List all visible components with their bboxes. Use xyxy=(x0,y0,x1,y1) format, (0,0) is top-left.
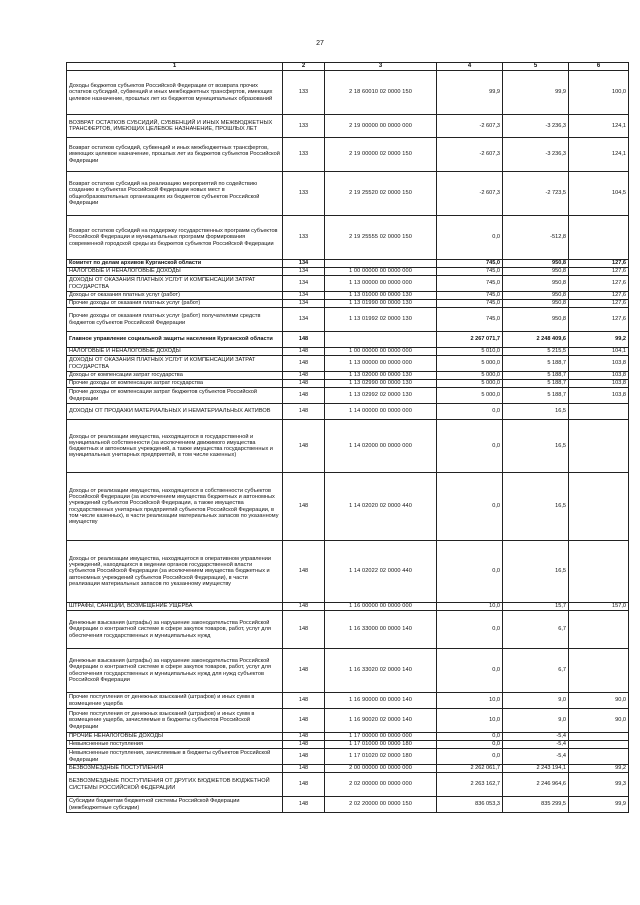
row-percent-cell: 100,0 xyxy=(569,71,629,115)
row-plan-cell: -2 607,3 xyxy=(437,172,503,216)
row-percent-cell xyxy=(569,649,629,693)
row-kbk-cell: 1 16 00000 00 0000 000 xyxy=(325,603,437,611)
table-row xyxy=(67,332,629,348)
row-actual-cell: 950,8 xyxy=(503,300,569,308)
row-plan-cell: 745,0 xyxy=(437,276,503,292)
row-kbk-cell: 1 17 01000 00 0000 180 xyxy=(325,741,437,749)
table-row xyxy=(67,797,629,813)
row-actual-cell: 5 188,7 xyxy=(503,372,569,380)
row-code-cell: 148 xyxy=(283,773,325,797)
row-plan-cell: 0,0 xyxy=(437,420,503,473)
row-percent-cell: 157,0 xyxy=(569,603,629,611)
row-kbk-cell: 1 13 02990 00 0000 130 xyxy=(325,380,437,388)
row-actual-cell: 5 215,5 xyxy=(503,348,569,356)
row-percent-cell: 104,1 xyxy=(569,348,629,356)
row-plan-cell: 0,0 xyxy=(437,733,503,741)
row-name-cell: Невыясненные поступления xyxy=(67,741,283,749)
row-code-cell: 148 xyxy=(283,741,325,749)
row-percent-cell xyxy=(569,611,629,649)
row-name-cell: Прочие доходы от оказания платных услуг (работ) получателями средств бюджетов субъектов Российской Федерации xyxy=(67,308,283,332)
row-kbk-cell xyxy=(325,332,437,348)
header-col-1: 1 xyxy=(67,63,283,71)
row-code-cell: 148 xyxy=(283,332,325,348)
row-actual-cell: 16,5 xyxy=(503,541,569,603)
row-percent-cell: 127,6 xyxy=(569,276,629,292)
table-row xyxy=(67,611,629,649)
row-name-cell: Прочие доходы от компенсации затрат государства xyxy=(67,380,283,388)
row-kbk-cell: 2 02 00000 00 0000 000 xyxy=(325,773,437,797)
row-code-cell: 148 xyxy=(283,749,325,765)
row-percent-cell: 124,1 xyxy=(569,138,629,172)
page-number: 27 xyxy=(316,40,324,47)
row-actual-cell: 6,7 xyxy=(503,611,569,649)
table-row xyxy=(67,300,629,308)
header-col-2: 2 xyxy=(283,63,325,71)
row-percent-cell: 124,1 xyxy=(569,115,629,138)
table-row xyxy=(67,268,629,276)
row-kbk-cell: 2 19 00000 02 0000 150 xyxy=(325,138,437,172)
row-name-cell: Возврат остатков субсидий, субвенций и иных межбюджетных трансфертов, имеющих целевое назначение, прошлых лет из бюджетов субъектов Российской Федерации xyxy=(67,138,283,172)
table-row xyxy=(67,733,629,741)
row-plan-cell: 0,0 xyxy=(437,749,503,765)
table-row xyxy=(67,388,629,404)
row-code-cell: 148 xyxy=(283,388,325,404)
row-plan-cell: 5 000,0 xyxy=(437,372,503,380)
row-plan-cell: 5 010,0 xyxy=(437,348,503,356)
row-plan-cell: 745,0 xyxy=(437,260,503,268)
row-kbk-cell: 1 14 02022 02 0000 440 xyxy=(325,541,437,603)
row-name-cell: Доходы от реализации имущества, находящегося в государственной и муниципальной собственности (за исключением движимого имущества бюджетных и автономных учреждений, а также имущества государственных и муниципальных унитарных предприятий, в том числе казенных) xyxy=(67,420,283,473)
row-code-cell: 148 xyxy=(283,709,325,733)
row-kbk-cell: 1 13 01990 00 0000 130 xyxy=(325,300,437,308)
row-kbk-cell: 1 13 00000 00 0000 000 xyxy=(325,356,437,372)
row-code-cell: 133 xyxy=(283,138,325,172)
row-percent-cell: 90,0 xyxy=(569,709,629,733)
row-code-cell: 133 xyxy=(283,115,325,138)
row-percent-cell: 127,6 xyxy=(569,292,629,300)
table-row xyxy=(67,348,629,356)
row-kbk-cell: 2 19 25520 02 0000 150 xyxy=(325,172,437,216)
table-row xyxy=(67,372,629,380)
row-code-cell: 148 xyxy=(283,356,325,372)
row-actual-cell: 16,5 xyxy=(503,404,569,420)
row-actual-cell: 5 188,7 xyxy=(503,388,569,404)
row-name-cell: ШТРАФЫ, САНКЦИИ, ВОЗМЕЩЕНИЕ УЩЕРБА xyxy=(67,603,283,611)
table-row xyxy=(67,172,629,216)
row-actual-cell: 16,5 xyxy=(503,420,569,473)
row-kbk-cell: 2 19 25555 02 0000 150 xyxy=(325,216,437,260)
row-actual-cell: 9,0 xyxy=(503,709,569,733)
row-code-cell: 148 xyxy=(283,733,325,741)
table-row xyxy=(67,603,629,611)
row-code-cell: 148 xyxy=(283,693,325,709)
row-percent-cell: 103,8 xyxy=(569,372,629,380)
row-code-cell: 134 xyxy=(283,276,325,292)
row-percent-cell: 99,3 xyxy=(569,773,629,797)
row-actual-cell: -512,8 xyxy=(503,216,569,260)
row-percent-cell: 127,6 xyxy=(569,268,629,276)
table-row xyxy=(67,420,629,473)
header-row xyxy=(67,63,629,71)
row-code-cell: 148 xyxy=(283,611,325,649)
table-row xyxy=(67,749,629,765)
row-actual-cell: -3 236,3 xyxy=(503,138,569,172)
row-name-cell: Денежные взыскания (штрафы) за нарушение законодательства Российской Федерации о контрактной системе в сфере закупок товаров, работ, услуг для обеспечения государственных и муниципальных нужд для нужд субъектов Российской Федерации xyxy=(67,649,283,693)
table-row xyxy=(67,260,629,268)
row-percent-cell: 104,5 xyxy=(569,172,629,216)
table-row xyxy=(67,138,629,172)
row-plan-cell: 2 262 061,7 xyxy=(437,765,503,773)
row-code-cell: 148 xyxy=(283,404,325,420)
row-name-cell: Денежные взыскания (штрафы) за нарушение законодательства Российской Федерации о контрактной системе в сфере закупок товаров, работ, услуг для обеспечения государственных и муниципальных нужд xyxy=(67,611,283,649)
header-col-5: 5 xyxy=(503,63,569,71)
row-actual-cell: 950,8 xyxy=(503,292,569,300)
row-actual-cell: -2 723,5 xyxy=(503,172,569,216)
table-row xyxy=(67,380,629,388)
table-row xyxy=(67,308,629,332)
row-plan-cell: 99,9 xyxy=(437,71,503,115)
table-row xyxy=(67,115,629,138)
row-kbk-cell: 1 16 90020 02 0000 140 xyxy=(325,709,437,733)
row-percent-cell xyxy=(569,404,629,420)
row-code-cell: 148 xyxy=(283,420,325,473)
row-name-cell: Прочие поступления от денежных взысканий (штрафов) и иных сумм в возмещение ущерба, зачисляемые в бюджеты субъектов Российской Федерации xyxy=(67,709,283,733)
row-plan-cell: 0,0 xyxy=(437,216,503,260)
row-plan-cell: 0,0 xyxy=(437,649,503,693)
row-kbk-cell: 1 00 00000 00 0000 000 xyxy=(325,348,437,356)
row-plan-cell: 0,0 xyxy=(437,473,503,541)
row-name-cell: Главное управление социальной защиты населения Курганской области xyxy=(67,332,283,348)
row-percent-cell: 99,2 xyxy=(569,332,629,348)
row-code-cell: 148 xyxy=(283,541,325,603)
row-kbk-cell: 1 17 01020 02 0000 180 xyxy=(325,749,437,765)
table-row xyxy=(67,292,629,300)
row-actual-cell: 2 243 194,1 xyxy=(503,765,569,773)
row-plan-cell: 745,0 xyxy=(437,300,503,308)
row-kbk-cell: 1 14 00000 00 0000 000 xyxy=(325,404,437,420)
row-code-cell: 134 xyxy=(283,268,325,276)
row-name-cell: Доходы от компенсации затрат государства xyxy=(67,372,283,380)
table-row xyxy=(67,709,629,733)
row-name-cell: ВОЗВРАТ ОСТАТКОВ СУБСИДИЙ, СУБВЕНЦИЙ И ИНЫХ МЕЖБЮДЖЕТНЫХ ТРАНСФЕРТОВ, ИМЕЮЩИХ ЦЕЛЕВОЕ НАЗНАЧЕНИЕ, ПРОШЛЫХ ЛЕТ xyxy=(67,115,283,138)
row-percent-cell: 103,8 xyxy=(569,356,629,372)
row-percent-cell: 99,9 xyxy=(569,797,629,813)
row-plan-cell: 5 000,0 xyxy=(437,380,503,388)
row-code-cell: 148 xyxy=(283,649,325,693)
row-name-cell: Прочие поступления от денежных взысканий (штрафов) и иных сумм в возмещение ущерба xyxy=(67,693,283,709)
row-name-cell: Невыясненные поступления, зачисляемые в бюджеты субъектов Российской Федерации xyxy=(67,749,283,765)
row-plan-cell: 0,0 xyxy=(437,611,503,649)
row-name-cell: Комитет по делам архивов Курганской области xyxy=(67,260,283,268)
row-kbk-cell: 1 16 33000 00 0000 140 xyxy=(325,611,437,649)
row-name-cell: Прочие доходы от компенсации затрат бюджетов субъектов Российской Федерации xyxy=(67,388,283,404)
row-code-cell: 133 xyxy=(283,71,325,115)
row-kbk-cell: 1 14 02000 00 0000 000 xyxy=(325,420,437,473)
row-plan-cell: 745,0 xyxy=(437,292,503,300)
row-code-cell: 148 xyxy=(283,765,325,773)
row-code-cell: 133 xyxy=(283,216,325,260)
row-kbk-cell: 1 16 90000 00 0000 140 xyxy=(325,693,437,709)
row-actual-cell: 950,8 xyxy=(503,308,569,332)
table-row xyxy=(67,773,629,797)
row-plan-cell: 0,0 xyxy=(437,541,503,603)
row-code-cell: 148 xyxy=(283,372,325,380)
row-kbk-cell: 1 13 00000 00 0000 000 xyxy=(325,276,437,292)
row-actual-cell: 950,8 xyxy=(503,260,569,268)
row-percent-cell: 103,8 xyxy=(569,380,629,388)
row-kbk-cell: 1 16 33020 02 0000 140 xyxy=(325,649,437,693)
table-row xyxy=(67,473,629,541)
row-plan-cell: 2 263 162,7 xyxy=(437,773,503,797)
row-percent-cell: 127,6 xyxy=(569,308,629,332)
row-code-cell: 148 xyxy=(283,380,325,388)
row-name-cell: Возврат остатков субсидий на реализацию мероприятий по содействию созданию в субъектах Российской Федерации новых мест в общеобразовательных организациях из бюджетов субъектов Российской Федерации xyxy=(67,172,283,216)
row-kbk-cell: 2 18 60010 02 0000 150 xyxy=(325,71,437,115)
row-percent-cell: 127,6 xyxy=(569,260,629,268)
row-actual-cell: 5 188,7 xyxy=(503,380,569,388)
row-name-cell: ДОХОДЫ ОТ ПРОДАЖИ МАТЕРИАЛЬНЫХ И НЕМАТЕРИАЛЬНЫХ АКТИВОВ xyxy=(67,404,283,420)
row-kbk-cell: 1 14 02020 02 0000 440 xyxy=(325,473,437,541)
row-plan-cell: -2 607,3 xyxy=(437,138,503,172)
row-plan-cell: 10,0 xyxy=(437,693,503,709)
table-row xyxy=(67,356,629,372)
row-plan-cell: 5 000,0 xyxy=(437,356,503,372)
row-actual-cell: -5,4 xyxy=(503,733,569,741)
row-kbk-cell: 1 13 02000 00 0000 130 xyxy=(325,372,437,380)
table-row xyxy=(67,649,629,693)
row-name-cell: Субсидии бюджетам бюджетной системы Российской Федерации (межбюджетные субсидии) xyxy=(67,797,283,813)
row-kbk-cell: 1 00 00000 00 0000 000 xyxy=(325,268,437,276)
row-name-cell: НАЛОГОВЫЕ И НЕНАЛОГОВЫЕ ДОХОДЫ xyxy=(67,268,283,276)
row-code-cell: 148 xyxy=(283,473,325,541)
row-percent-cell xyxy=(569,749,629,765)
table-row xyxy=(67,541,629,603)
header-col-4: 4 xyxy=(437,63,503,71)
row-percent-cell xyxy=(569,741,629,749)
row-actual-cell: -5,4 xyxy=(503,749,569,765)
table-row xyxy=(67,216,629,260)
row-code-cell: 134 xyxy=(283,292,325,300)
row-actual-cell: -5,4 xyxy=(503,741,569,749)
row-plan-cell: -2 607,3 xyxy=(437,115,503,138)
row-actual-cell: 2 248 409,6 xyxy=(503,332,569,348)
row-actual-cell: 5 188,7 xyxy=(503,356,569,372)
row-percent-cell xyxy=(569,216,629,260)
table-body xyxy=(67,71,629,813)
table-row xyxy=(67,693,629,709)
row-plan-cell: 745,0 xyxy=(437,308,503,332)
row-kbk-cell: 2 02 20000 00 0000 150 xyxy=(325,797,437,813)
row-actual-cell: 6,7 xyxy=(503,649,569,693)
row-name-cell: ДОХОДЫ ОТ ОКАЗАНИЯ ПЛАТНЫХ УСЛУГ И КОМПЕНСАЦИИ ЗАТРАТ ГОСУДАРСТВА xyxy=(67,356,283,372)
row-code-cell: 148 xyxy=(283,797,325,813)
row-plan-cell: 836 053,3 xyxy=(437,797,503,813)
row-code-cell: 134 xyxy=(283,308,325,332)
table-row xyxy=(67,404,629,420)
row-actual-cell: 15,7 xyxy=(503,603,569,611)
row-code-cell: 134 xyxy=(283,300,325,308)
row-name-cell: Возврат остатков субсидий на поддержку государственных программ субъектов Российской Федерации и муниципальных программ формирования современной городской среды из бюджетов субъектов Российской Федерации xyxy=(67,216,283,260)
row-code-cell: 148 xyxy=(283,603,325,611)
table-row xyxy=(67,741,629,749)
header-col-3: 3 xyxy=(325,63,437,71)
row-code-cell: 134 xyxy=(283,260,325,268)
row-name-cell: ПРОЧИЕ НЕНАЛОГОВЫЕ ДОХОДЫ xyxy=(67,733,283,741)
row-code-cell: 148 xyxy=(283,348,325,356)
row-percent-cell: 127,6 xyxy=(569,300,629,308)
row-percent-cell xyxy=(569,420,629,473)
row-plan-cell: 0,0 xyxy=(437,404,503,420)
row-kbk-cell: 2 19 00000 00 0000 000 xyxy=(325,115,437,138)
row-name-cell: ДОХОДЫ ОТ ОКАЗАНИЯ ПЛАТНЫХ УСЛУГ И КОМПЕНСАЦИИ ЗАТРАТ ГОСУДАРСТВА xyxy=(67,276,283,292)
row-percent-cell: 90,0 xyxy=(569,693,629,709)
row-name-cell: Доходы от реализации имущества, находящегося в собственности субъектов Российской Федерации (за исключением имущества бюджетных и автономных учреждений субъектов Российской Федерации, а также имущества государственных унитарных предприятий субъектов Российской Федерации, в том числе казенных), в части реализации материальных запасов по указанному имуществу xyxy=(67,473,283,541)
table-row xyxy=(67,71,629,115)
row-name-cell: БЕЗВОЗМЕЗДНЫЕ ПОСТУПЛЕНИЯ xyxy=(67,765,283,773)
row-plan-cell: 0,0 xyxy=(437,741,503,749)
row-actual-cell: 9,0 xyxy=(503,693,569,709)
row-kbk-cell: 1 13 02992 02 0000 130 xyxy=(325,388,437,404)
row-actual-cell: 2 246 964,6 xyxy=(503,773,569,797)
row-actual-cell: 835 299,5 xyxy=(503,797,569,813)
row-name-cell: БЕЗВОЗМЕЗДНЫЕ ПОСТУПЛЕНИЯ ОТ ДРУГИХ БЮДЖЕТОВ БЮДЖЕТНОЙ СИСТЕМЫ РОССИЙСКОЙ ФЕДЕРАЦИИ xyxy=(67,773,283,797)
row-plan-cell: 2 267 071,7 xyxy=(437,332,503,348)
row-percent-cell xyxy=(569,473,629,541)
header-col-6: 6 xyxy=(569,63,629,71)
row-percent-cell xyxy=(569,541,629,603)
row-actual-cell: 99,9 xyxy=(503,71,569,115)
row-actual-cell: 950,8 xyxy=(503,276,569,292)
row-plan-cell: 5 000,0 xyxy=(437,388,503,404)
row-plan-cell: 10,0 xyxy=(437,603,503,611)
row-kbk-cell: 1 17 00000 00 0000 000 xyxy=(325,733,437,741)
table-row xyxy=(67,765,629,773)
row-code-cell: 133 xyxy=(283,172,325,216)
row-actual-cell: 16,5 xyxy=(503,473,569,541)
row-plan-cell: 10,0 xyxy=(437,709,503,733)
row-name-cell: Доходы от реализации имущества, находящегося в оперативном управлении учреждений, находящихся в ведении органов государственной власти субъектов Российской Федерации (за исключением имущества бюджетных и автономных учреждений субъектов Российской Федерации), в части реализации материальных запасов по указанному имуществу xyxy=(67,541,283,603)
row-name-cell: Доходы бюджетов субъектов Российской Федерации от возврата прочих остатков субсидий, субвенций и иных межбюджетных трансфертов, имеющих целевое назначение, прошлых лет из бюджетов муниципальных образований xyxy=(67,71,283,115)
row-percent-cell xyxy=(569,733,629,741)
row-name-cell: НАЛОГОВЫЕ И НЕНАЛОГОВЫЕ ДОХОДЫ xyxy=(67,348,283,356)
row-plan-cell: 745,0 xyxy=(437,268,503,276)
revenue-table xyxy=(66,62,629,813)
row-percent-cell: 103,8 xyxy=(569,388,629,404)
row-kbk-cell: 1 13 01992 02 0000 130 xyxy=(325,308,437,332)
row-kbk-cell: 1 13 01000 00 0000 130 xyxy=(325,292,437,300)
row-actual-cell: -3 236,3 xyxy=(503,115,569,138)
row-percent-cell: 99,2 xyxy=(569,765,629,773)
row-kbk-cell: 2 00 00000 00 0000 000 xyxy=(325,765,437,773)
row-name-cell: Прочие доходы от оказания платных услуг (работ) xyxy=(67,300,283,308)
row-actual-cell: 950,8 xyxy=(503,268,569,276)
row-kbk-cell xyxy=(325,260,437,268)
row-name-cell: Доходы от оказания платных услуг (работ) xyxy=(67,292,283,300)
table-row xyxy=(67,276,629,292)
